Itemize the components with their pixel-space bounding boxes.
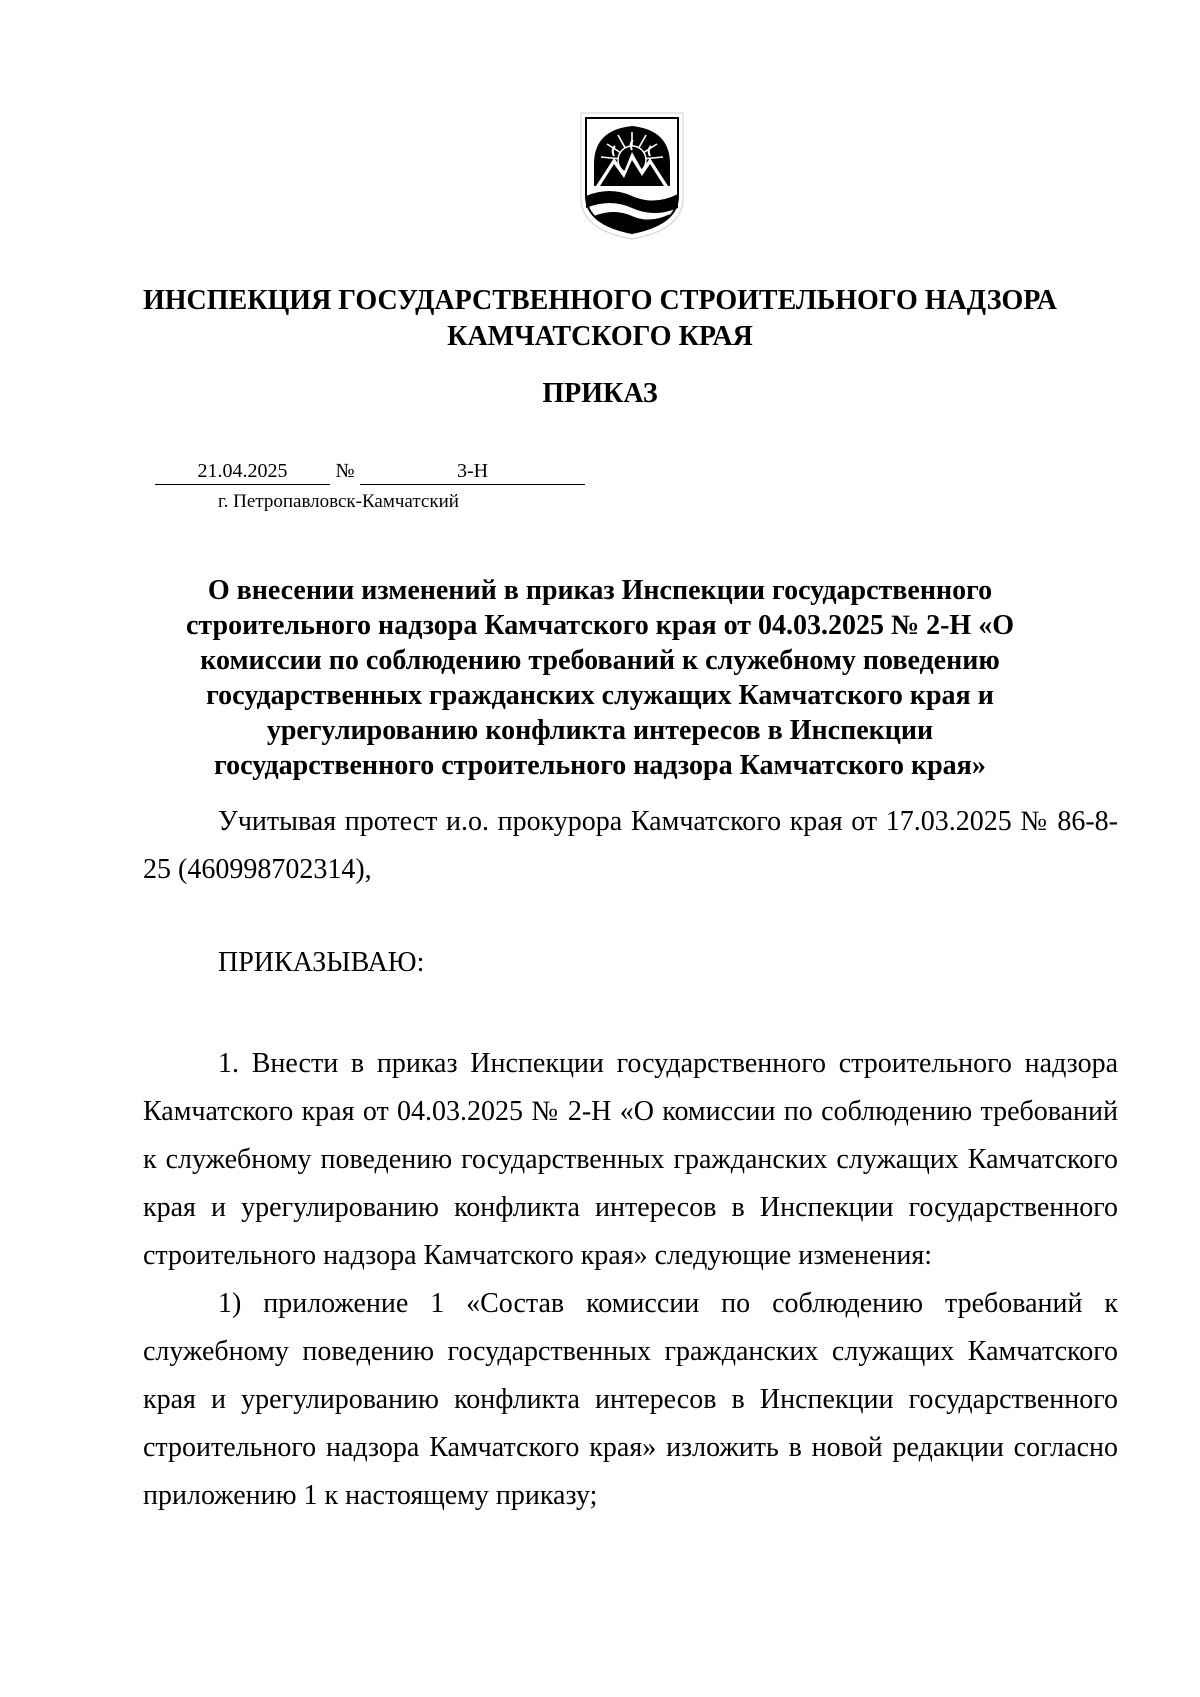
- document-date: 21.04.2025: [155, 458, 330, 485]
- document-type: ПРИКАЗ: [542, 378, 658, 409]
- intro-paragraph: Учитывая протест и.о. прокурора Камчатского края от 17.03.2025 № 86-8-25 (460998702314),: [143, 806, 1118, 885]
- organization-title: [100, 283, 1100, 355]
- organization-title-line-1: ИНСПЕКЦИЯ ГОСУДАРСТВЕННОГО СТРОИТЕЛЬНОГО НАДЗОРА: [142, 285, 1057, 316]
- document-number: 3-Н: [360, 458, 585, 485]
- organization-title-line-2: КАМЧАТСКОГО КРАЯ: [447, 321, 753, 352]
- order-word: ПРИКАЗЫВАЮ:: [218, 947, 425, 978]
- item-1-paragraph: 1. Внести в приказ Инспекции государственного строительного надзора Камчатского края от 04.03.2025 № 2-Н «О комиссии по соблюдению требований к служебному поведению государственных гражданских служащих Камчатского края и урегулированию конфликта интересов в Инспекции государственного строительного надзора Камчатского края» следующие изменения:: [143, 1048, 1118, 1271]
- document-city: г. Петропавловск-Камчатский: [218, 491, 459, 512]
- document-subject: О внесении изменений в приказ Инспекции государственного строительного надзора Камчатского края от 04.03.2025 № 2-Н «О комиссии по соблюдению требований к служебному поведению государственных гражданских служащих Камчатского края и урегулированию конфликта интересов в Инспекции государственного строительного надзора Камчатского края»: [185, 575, 1014, 781]
- item-1-subitem-1-paragraph: 1) приложение 1 «Состав комиссии по соблюдению требований к служебному поведению государственных гражданских служащих Камчатского края и урегулированию конфликта интересов в Инспекции государственного строительного надзора Камчатского края» изложить в новой редакции согласно приложению 1 к настоящему приказу;: [143, 1288, 1118, 1511]
- document-meta: [155, 458, 585, 488]
- number-sign: №: [335, 460, 355, 482]
- kamchatka-coat-of-arms-icon: [580, 112, 684, 240]
